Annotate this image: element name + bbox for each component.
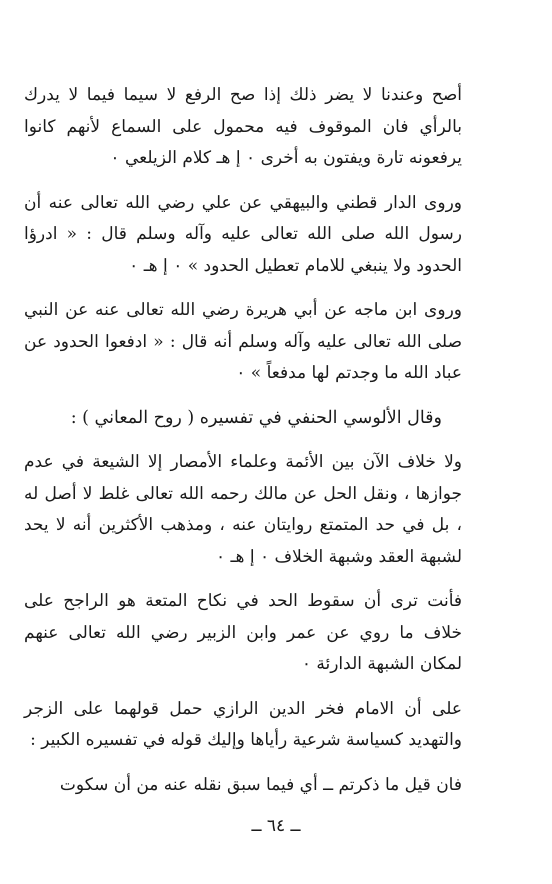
paragraph-razi-quote-start: فان قيل ما ذكرتم ــ أي فيما سبق نقله عنه من أن سكوت [59, 774, 462, 795]
paragraph-alusi-intro: وقال الألوسي الحنفي في تفسيره ( روح المعاني ) : [70, 407, 442, 428]
page-number: ــ ٦٤ ــ [251, 816, 301, 836]
paragraph-zaylai-quote-end: أصح وعندنا لا يضر ذلك إذا صح الرفع لا سيما فيما لا يدرك بالرأي فان الموقوف فيه محمول على السماع لأنهم كانوا يرفعونه تارة ويفتون به أخرى ٠ إ هـ كلام الزيلعي ٠ [24, 85, 462, 168]
paragraph-conclusion: فأنت ترى أن سقوط الحد في نكاح المتعة هو الراجح على خلاف ما روي عن عمر وابن الزبير رضي الله تعالى عنهم لمكان الشبهة الدارئة ٠ [24, 591, 462, 674]
paragraph-razi-intro: على أن الامام فخر الدين الرازي حمل قولهما على الزجر والتهديد كسياسة شرعية رأياها وإليك قوله في تفسيره الكبير : [24, 698, 462, 750]
paragraph-daraqutni-hadith: وروى الدار قطني والبيهقي عن علي رضي الله تعالى عنه أن رسول الله صلى الله تعالى عليه وآله وسلم قال : « ادرؤا الحدود ولا ينبغي للامام تعطيل الحدود » ٠ إ هـ ٠ [24, 192, 462, 276]
paragraph-alusi-quote: ولا خلاف الآن بين الأئمة وعلماء الأمصار إلا الشيعة في عدم جوازها ، ونقل الحل عن مالك رحمه الله تعالى غلط لا أصل له ، بل في حد المتمتع روايتان عنه ، ومذهب الأكثرين أنه لا يحد لشبهة العقد وشبهة الخلاف ٠ إ هـ ٠ [24, 452, 462, 567]
paragraph-ibn-majah-hadith: وروى ابن ماجه عن أبي هريرة رضي الله تعالى عنه عن النبي صلى الله تعالى عليه وآله وسلم أنه قال : « ادفعوا الحدود عن عباد الله ما وجدتم لها مدفعاً » ٠ [24, 300, 462, 383]
page-body [24, 80, 462, 814]
